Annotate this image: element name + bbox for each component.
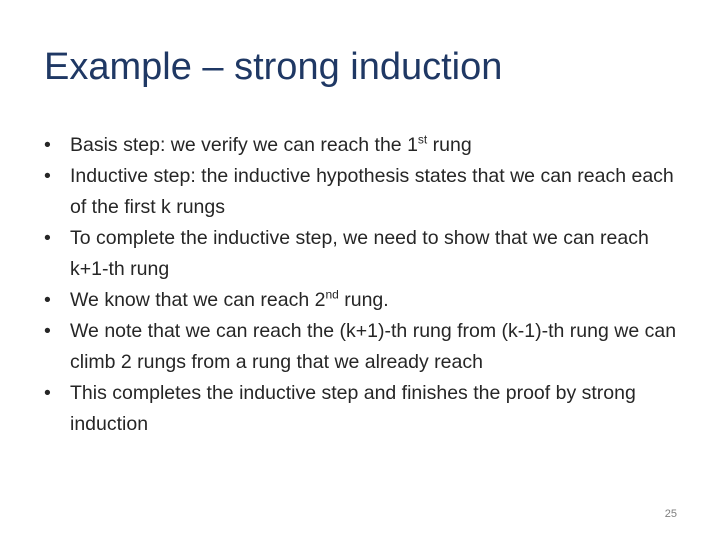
bullet-item bbox=[44, 161, 684, 223]
bullet-glyph: • bbox=[44, 289, 51, 311]
bullet-text-tail: rung. bbox=[338, 289, 389, 311]
bullet-glyph: • bbox=[44, 227, 51, 249]
page-number: 25 bbox=[664, 508, 677, 520]
bullet-glyph: • bbox=[44, 165, 51, 187]
bullet-glyph: • bbox=[44, 382, 51, 404]
bullet-text: We know that we can reach 2 bbox=[70, 289, 326, 311]
bullet-text: To complete the inductive step, we need to show that we can reach k+1-th rung bbox=[70, 227, 649, 280]
bullet-text: Basis step: we verify we can reach the 1 bbox=[70, 134, 418, 156]
bullet-item bbox=[44, 223, 684, 285]
superscript: nd bbox=[325, 287, 339, 302]
bullet-list bbox=[44, 130, 684, 440]
slide-title: Example – strong induction bbox=[44, 46, 503, 88]
bullet-item bbox=[44, 316, 684, 378]
bullet-glyph: • bbox=[44, 320, 51, 342]
bullet-item bbox=[44, 130, 684, 161]
bullet-text: This completes the inductive step and finishes the proof by strong induction bbox=[70, 382, 636, 435]
bullet-text-tail: rung bbox=[427, 134, 472, 156]
bullet-text: We note that we can reach the (k+1)-th rung from (k-1)-th rung we can climb 2 rungs from a rung that we already reach bbox=[70, 320, 677, 373]
bullet-item bbox=[44, 378, 684, 440]
bullet-glyph: • bbox=[44, 134, 51, 156]
bullet-text: Inductive step: the inductive hypothesis states that we can reach each of the first k rungs bbox=[70, 165, 674, 218]
bullet-item bbox=[44, 285, 684, 316]
superscript: st bbox=[417, 132, 428, 147]
